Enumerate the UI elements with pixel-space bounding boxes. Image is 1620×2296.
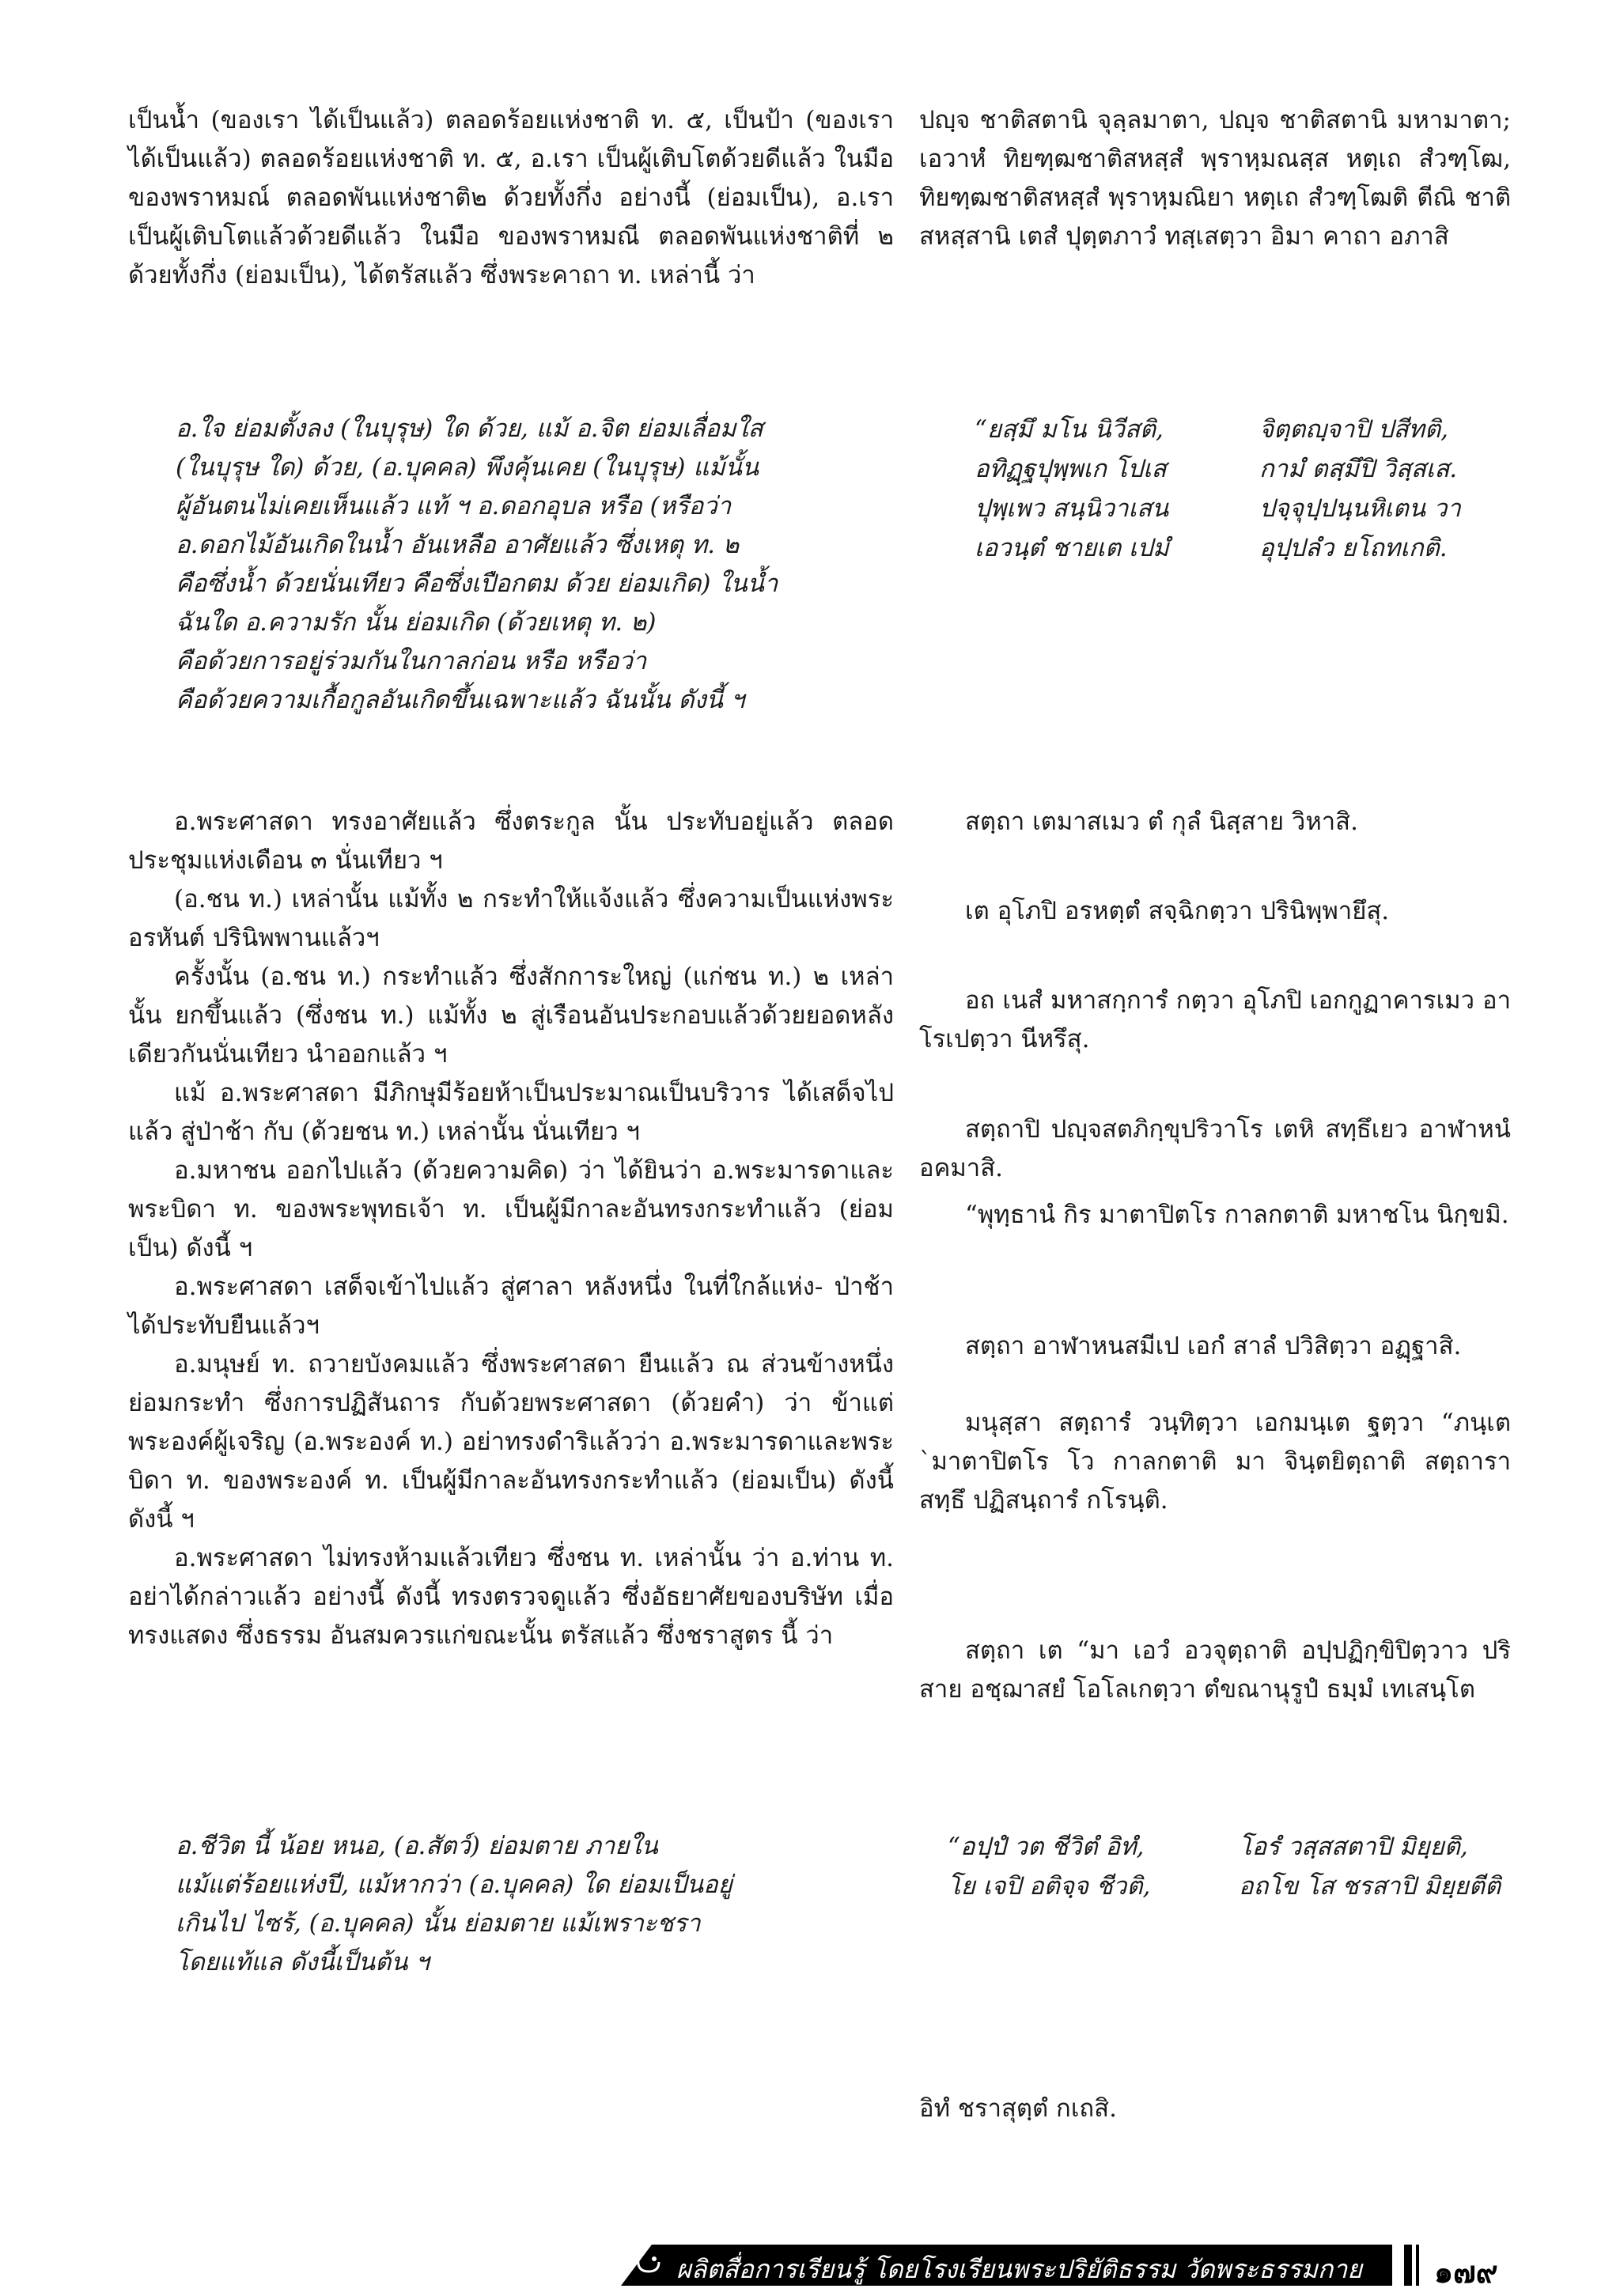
verse-line: โดยแท้แล ดังนี้เป็นต้น ฯ — [176, 1948, 430, 1976]
verse-row — [948, 1867, 1508, 1906]
paragraph: สตฺถา อาฬาหนสมีเป เอกํ สาลํ ปวิสิตฺวา อฏฺฐาสิ. — [965, 1332, 1462, 1360]
verse-thai-2 — [176, 1827, 872, 1982]
page-footer — [621, 2245, 1499, 2290]
verse-line: แม้แต่ร้อยแห่งปี, แม้หากว่า (อ.บุคคล) ใด ย่อมเป็นอยู่ — [176, 1870, 732, 1899]
paragraph: แม้ อ.พระศาสดา มีภิกษุมีร้อยห้าเป็นประมาณเป็นบริวาร ได้เสด็จไปแล้ว สู่ป่าช้า กับ (ด้วยชน ท.) เหล่านั้น นั่นเทียว ฯ — [128, 1079, 894, 1146]
verse-line: ผู้อันตนไม่เคยเห็นแล้ว แท้ ฯ อ.ดอกอุบล หรือ (หรือว่า — [176, 492, 732, 520]
verse-half: ปุพฺเพว สนฺนิวาเสน — [975, 494, 1169, 523]
verse-pali-1 — [975, 410, 1528, 568]
verse-half: “อปฺปํ วต ชีวิตํ อิทํ, — [948, 1833, 1145, 1861]
paragraph: อ.พระศาสดา เสด็จเข้าไปแล้ว สู่ศาลา หลังหนึ่ง ในที่ใกล้แห่ง- ป่าช้า ได้ประทับยืนแล้วฯ — [128, 1273, 894, 1340]
verse-half: ปจฺจุปฺปนฺนหิเตน วา — [1259, 494, 1461, 523]
paragraph: ปญฺจ ชาติสตานิ จุลฺลมาตา, ปญฺจ ชาติสตานิ มหามาตา; เอวาหํ ทิยฑฺฒชาติสหสฺสํ พฺราหฺมณสฺส หตฺเถ สํวฑฺโฒ, ทิยฑฺฒชาติสหสฺสํ พฺราหฺมณิยา หตฺเถ สํวฑฺโฒติ ตีณิ ชาติสหสฺสานิ เตสํ ปุตฺตภาวํ ทสฺเสตฺวา อิมา คาถา อภาสิ — [919, 106, 1511, 251]
verse-half: อถโข โส ชรสาปิ มิยฺยตีติ — [1239, 1872, 1501, 1901]
paragraph: มนุสฺสา สตฺถารํ วนฺทิตฺวา เอกมนฺเต ฐตฺวา “ภนฺเต `มาตาปิตโร โว กาลกตาติ มา จินฺตยิตฺถาติ สตฺถารา สทฺธึ ปฏิสนฺถารํ กโรนฺติ. — [919, 1409, 1511, 1515]
footer-divider — [1404, 2245, 1423, 2286]
paragraph: (อ.ชน ท.) เหล่านั้น แม้ทั้ง ๒ กระทำให้แจ้งแล้ว ซึ่งความเป็นแห่งพระอรหันต์ ปรินิพพานแล้วฯ — [128, 885, 894, 952]
verse-line: คือด้วยการอยู่ร่วมกันในกาลก่อน หรือ หรือว่า — [176, 647, 647, 675]
verse-half: เอวนฺตํ ชายเต เปมํ — [975, 534, 1169, 562]
paragraph: เต อุโภปิ อรหตฺตํ สจฺฉิกตฺวา ปรินิพฺพายึสุ. — [965, 897, 1390, 925]
pali-para-2 — [919, 892, 1511, 931]
verse-thai-1 — [176, 410, 872, 720]
page-number: ๑๗๙ — [1434, 2254, 1498, 2290]
left-narrative — [128, 803, 894, 1655]
closing-line — [919, 2090, 1511, 2128]
verse-line: คือด้วยความเกื้อกูลอันเกิดขึ้นเฉพาะแล้ว ฉันนั้น ดังนี้ ฯ — [176, 686, 745, 714]
paragraph: อิทํ ชราสุตฺตํ กเถสิ. — [919, 2094, 1117, 2123]
verse-row — [975, 449, 1528, 489]
paragraph: สตฺถา เต “มา เอวํ อวจุตฺถาติ อปฺปฏิกฺขิปิตฺวาว ปริสาย อชฺฌาสยํ โอโลเกตฺวา ตํขณานุรูปํ ธมฺมํ เทเสนฺโต — [919, 1636, 1511, 1704]
verse-half: กามํ ตสฺมึปิ วิสฺสเส. — [1259, 455, 1458, 483]
verse-row — [948, 1827, 1508, 1867]
paragraph: อ.พระศาสดา ทรงอาศัยแล้ว ซึ่งตระกูล นั้น ประทับอยู่แล้ว ตลอดประชุมแห่งเดือน ๓ นั่นเทียว ฯ — [128, 808, 894, 875]
verse-half: โอรํ วสฺสสตาปิ มิยฺยติ, — [1239, 1833, 1468, 1861]
paragraph: “พุทฺธานํ กิร มาตาปิตโร กาลกตาติ มหาชโน นิกฺขมิ. — [965, 1201, 1509, 1229]
verse-line: คือซึ่งน้ำ ด้วยนั่นเทียว คือซึ่งเปือกตม ด้วย ย่อมเกิด) ในน้ำ — [176, 569, 778, 598]
pali-para-3 — [919, 982, 1511, 1059]
verse-half: อทิฏฺฐปุพฺพเก โปเส — [975, 455, 1167, 483]
left-intro — [128, 101, 894, 295]
pali-para-5 — [919, 1196, 1511, 1235]
paragraph: ครั้งนั้น (อ.ชน ท.) กระทำแล้ว ซึ่งสักการะใหญ่ (แก่ชน ท.) ๒ เหล่านั้น ยกขึ้นแล้ว (ซึ่งชน ท.) แม้ทั้ง ๒ สู่เรือนอันประกอบแล้วด้วยยอดหลังเดียวกันนั่นเทียว นำออกแล้ว ฯ — [128, 963, 894, 1069]
verse-row — [975, 410, 1528, 449]
verse-pali-2 — [948, 1827, 1508, 1906]
verse-line: อ.ชีวิต นี้ น้อย หนอ, (อ.สัตว์) ย่อมตาย ภายใน — [176, 1832, 658, 1860]
pali-para-1 — [919, 803, 1511, 842]
verse-line: อ.ดอกไม้อันเกิดในน้ำ อันเหลือ อาศัยแล้ว ซึ่งเหตุ ท. ๒ — [176, 531, 740, 559]
dharma-logo-icon — [635, 2253, 662, 2276]
pali-para-6 — [919, 1327, 1511, 1366]
verse-half: จิตฺตญฺจาปิ ปสีทติ, — [1259, 415, 1448, 444]
paragraph: อ.มนุษย์ ท. ถวายบังคมแล้ว ซึ่งพระศาสดา ยืนแล้ว ณ ส่วนข้างหนึ่ง ย่อมกระทำ ซึ่งการปฏิสันถาร กับด้วยพระศาสดา (ด้วยคำ) ว่า ข้าแต่พระองค์ผู้เจริญ (อ.พระองค์ ท.) อย่าทรงดำริแล้วว่า อ.พระมารดาและพระบิดา ท. ของพระองค์ ท. เป็นผู้มีกาละอันทรงกระทำแล้ว (ย่อมเป็น) ดังนี้ ดังนี้ ฯ — [128, 1350, 894, 1534]
verse-line: (ในบุรุษ ใด) ด้วย, (อ.บุคคล) พึงคุ้นเคย (ในบุรุษ) แม้นั้น — [176, 453, 759, 482]
verse-line: อ.ใจ ย่อมตั้งลง (ในบุรุษ) ใด ด้วย, แม้ อ.จิต ย่อมเลื่อมใส — [176, 414, 763, 443]
pali-para-7 — [919, 1404, 1511, 1520]
verse-half: อุปฺปลํว ยโถทเกติ. — [1259, 534, 1448, 562]
verse-half: โย เจปิ อติจฺจ ชีวติ, — [948, 1872, 1151, 1901]
verse-half: “ยสฺมึ มโน นิวีสติ, — [975, 415, 1164, 444]
pali-para-8 — [919, 1632, 1511, 1709]
verse-row — [975, 528, 1528, 568]
paragraph: สตฺถา เตมาสเมว ตํ กุลํ นิสฺสาย วิหาสิ. — [965, 808, 1358, 836]
right-intro — [919, 101, 1511, 256]
paragraph: อ.มหาชน ออกไปแล้ว (ด้วยความคิด) ว่า ได้ยินว่า อ.พระมารดาและพระบิดา ท. ของพระพุทธเจ้า ท. เป็นผู้มีกาละอันทรงกระทำแล้ว (ย่อมเป็น) ดังนี้ ฯ — [128, 1156, 894, 1262]
verse-row — [975, 489, 1528, 528]
paragraph: สตฺถาปิ ปญฺจสตภิกฺขุปริวาโร เตหิ สทฺธึเยว อาฬาหนํ อคมาสิ. — [919, 1115, 1511, 1182]
footer-publisher: ผลิตสื่อการเรียนรู้ โดยโรงเรียนพระปริยัติธรรม วัดพระธรรมกาย — [676, 2254, 1362, 2284]
paragraph: อ.พระศาสดา ไม่ทรงห้ามแล้วเทียว ซึ่งชน ท. เหล่านั้น ว่า อ.ท่าน ท. อย่าได้กล่าวแล้ว อย่างนี้ ดังนี้ ทรงตรวจดูแล้ว ซึ่งอัธยาศัยของบริษัท เมื่อทรงแสดง ซึ่งธรรม อันสมควรแก่ขณะนั้น ตรัสแล้ว ซึ่งชราสูตร นี้ ว่า — [128, 1544, 894, 1650]
verse-line: ฉันใด อ.ความรัก นั้น ย่อมเกิด (ด้วยเหตุ ท. ๒) — [176, 608, 657, 637]
verse-line: เกินไป ไซร้, (อ.บุคคล) นั้น ย่อมตาย แม้เพราะชรา — [176, 1909, 701, 1938]
pali-para-4 — [919, 1110, 1511, 1188]
paragraph: เป็นน้ำ (ของเรา ได้เป็นแล้ว) ตลอดร้อยแห่งชาติ ท. ๕, เป็นป้า (ของเรา ได้เป็นแล้ว) ตลอดร้อยแห่งชาติ ท. ๕, อ.เรา เป็นผู้เติบโตด้วยดีแล้ว ในมือ ของพราหมณ์ ตลอดพันแห่งชาติ๒ ด้วยทั้งกึ่ง อย่างนี้ (ย่อมเป็น), อ.เรา เป็นผู้เติบโตแล้วด้วยดีแล้ว ในมือ ของพราหมณี ตลอดพันแห่งชาติที่ ๒ ด้วยทั้งกึ่ง (ย่อมเป็น), ได้ตรัสแล้ว ซึ่งพระคาถา ท. เหล่านี้ ว่า — [128, 106, 894, 289]
paragraph: อถ เนสํ มหาสกฺการํ กตฺวา อุโภปิ เอกกูฏาคารเมว อาโรเปตฺวา นีหรึสุ. — [919, 986, 1511, 1053]
